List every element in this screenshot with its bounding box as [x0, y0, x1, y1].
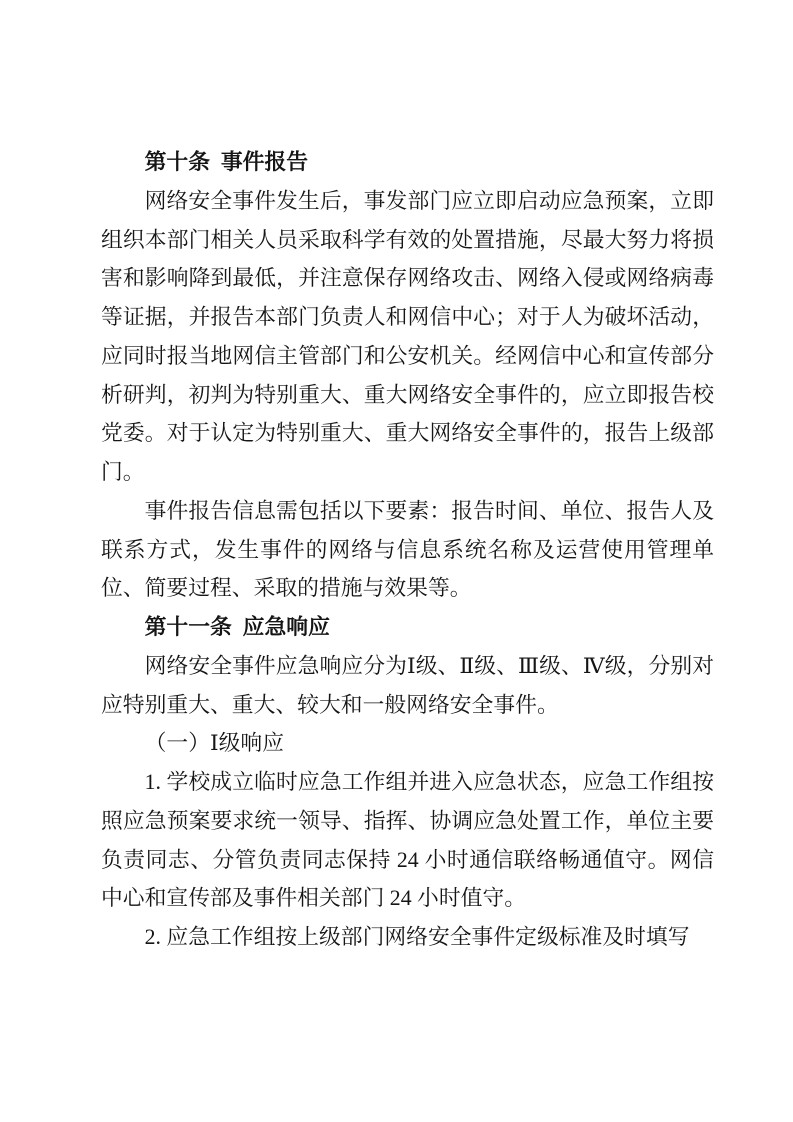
article-11-paragraph-response-levels: 网络安全事件应急响应分为Ⅰ级、Ⅱ级、Ⅲ级、Ⅳ级，分别对应特别重大、重大、较大和一般网络安全事件。: [101, 653, 714, 717]
article-11-level1-step-1: 1. 学校成立临时应急工作组并进入应急状态，应急工作组按照应急预案要求统一领导、指挥、协调应急处置工作，单位主要负责同志、分管负责同志保持 24 小时通信联络畅通值守。网信中心和宣传部及事件相关部门 24 小时值守。: [101, 770, 714, 911]
article-11-item-level1-response-title: （一）Ⅰ级响应: [144, 731, 284, 756]
article-11-level1-step-2: 2. 应急工作组按上级部门网络安全事件定级标准及时填写: [144, 925, 690, 949]
article-10-paragraph-incident-reporting: 网络安全事件发生后，事发部门应立即启动应急预案，立即组织本部门相关人员采取科学有效的处置措施，尽最大努力将损害和影响降到最低，并注意保存网络攻击、网络入侵或网络病毒等证据，并报告本部门负责人和网信中心；对于人为破坏活动，应同时报当地网信主管部门和公安机关。经网信中心和宣传部分析研判，初判为特别重大、重大网络安全事件的，应立即报告校党委。对于认定为特别重大、重大网络安全事件的，报告上级部门。: [101, 188, 714, 484]
article-10-heading: 第十条 事件报告: [144, 150, 309, 174]
article-10-paragraph-report-elements: 事件报告信息需包括以下要素：报告时间、单位、报告人及联系方式，发生事件的网络与信息系统名称及运营使用管理单位、简要过程、采取的措施与效果等。: [101, 498, 714, 601]
article-11-heading: 第十一条 应急响应: [144, 615, 330, 639]
